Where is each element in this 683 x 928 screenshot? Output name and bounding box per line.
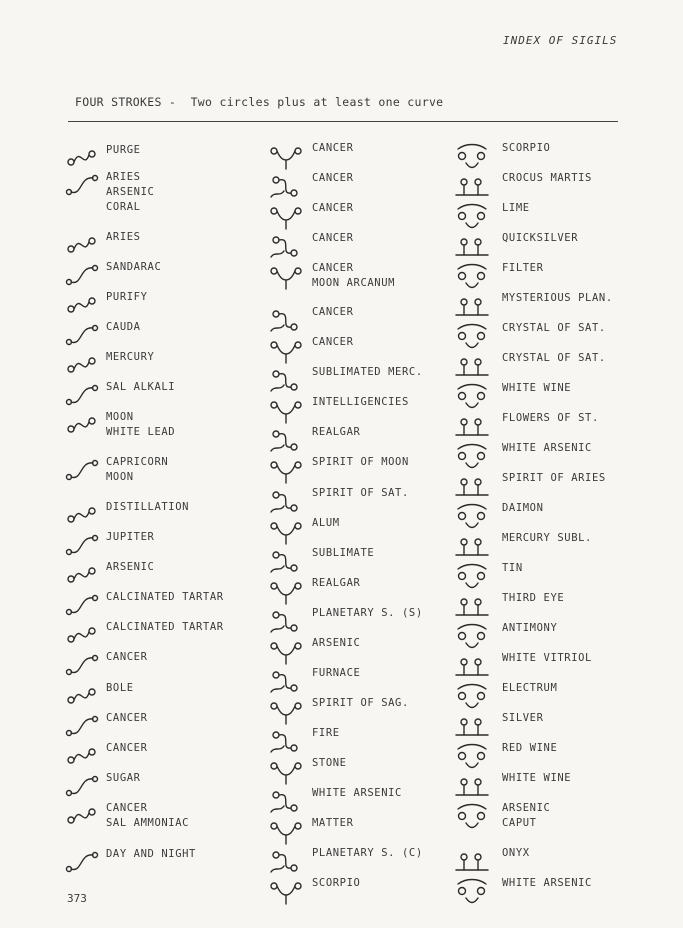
white-vitriol-sigil-icon: [452, 651, 492, 681]
entry-label: [312, 455, 409, 470]
entry-label: [502, 171, 592, 186]
entry-label: [312, 231, 354, 246]
heading-rule: [68, 121, 618, 122]
entry-label: [502, 381, 571, 396]
entry-label-line: FLOWERS OF ST.: [502, 412, 599, 424]
entry-label-line: SUBLIMATE: [312, 547, 375, 559]
entry-label: [312, 876, 360, 891]
arsenic-sigil-icon: [62, 560, 102, 590]
entry-label-line: SCORPIO: [312, 877, 361, 889]
entry-label: [106, 590, 224, 605]
entry-label-line: WHITE WINE: [502, 382, 572, 394]
entry-label: [312, 305, 354, 320]
jupiter-sigil-icon: [62, 530, 102, 560]
cancer-sigil-icon: [62, 650, 102, 680]
entry-label-line: CANCER: [312, 336, 354, 348]
entry-label-line: MOON: [106, 471, 134, 483]
mysterious-plan-sigil-icon: [452, 291, 492, 321]
entry-label-line: WHITE LEAD: [106, 426, 176, 438]
entry-label: [106, 455, 168, 485]
crystal-of-saturn-sigil-icon: [452, 321, 492, 351]
entry-label: [106, 260, 161, 275]
cancer-sigil-icon: [266, 201, 306, 231]
realgar-sigil-icon: [266, 576, 306, 606]
entry-label-line: THIRD EYE: [502, 592, 565, 604]
entry-label-line: MERCURY SUBL.: [502, 532, 592, 544]
mercury-sublimate-sigil-icon: [452, 531, 492, 561]
entry-label-line: CANCER: [106, 712, 148, 724]
entry-label: [106, 290, 148, 305]
entry-label: [106, 320, 141, 335]
entry-label: [502, 591, 564, 606]
entry-label: [502, 681, 557, 696]
purge-sigil-icon: [62, 143, 102, 173]
entry-label-line: CANCER: [312, 202, 354, 214]
entry-label: [312, 846, 423, 861]
entry-label-line: PLANETARY S. (S): [312, 607, 423, 619]
entry-label-line: SPIRIT OF MOON: [312, 456, 409, 468]
entry-label: [502, 711, 544, 726]
white-wine-sigil-icon: [452, 381, 492, 411]
entry-label: [312, 335, 354, 350]
scorpio-sigil-icon: [266, 876, 306, 906]
entry-label-line: INTELLIGENCIES: [312, 396, 409, 408]
entry-label: [106, 230, 141, 245]
white-arsenic-sigil-icon: [452, 441, 492, 471]
entry-label-line: ARIES: [106, 171, 141, 183]
entry-label-line: SCORPIO: [502, 142, 551, 154]
entry-label: [312, 141, 354, 156]
entry-label-line: REALGAR: [312, 426, 361, 438]
entry-label: [312, 201, 354, 216]
entry-label: [502, 441, 592, 456]
calcinated-tartar-sigil-icon: [62, 620, 102, 650]
cancer-sigil-icon: [266, 141, 306, 171]
day-and-night-sigil-icon: [62, 847, 102, 877]
entry-label-line: LIME: [502, 202, 530, 214]
calcinated-tartar-sigil-icon: [62, 590, 102, 620]
entry-label-line: TIN: [502, 562, 523, 574]
capricorn-sigil-icon: [62, 455, 102, 485]
entry-label-line: SPIRIT OF SAG.: [312, 697, 409, 709]
entry-label-line: ARSENIC: [106, 561, 155, 573]
entry-label-line: ARIES: [106, 231, 141, 243]
entry-label-line: CANCER: [312, 172, 354, 184]
flowers-of-st-sigil-icon: [452, 411, 492, 441]
entry-label: [502, 291, 613, 306]
entry-label-line: CAPUT: [502, 817, 537, 829]
distillation-sigil-icon: [62, 500, 102, 530]
entry-label-line: SPIRIT OF SAT.: [312, 487, 409, 499]
entry-label-line: MYSTERIOUS PLAN.: [502, 292, 613, 304]
entry-label: [106, 143, 141, 158]
entry-label-line: FIRE: [312, 727, 340, 739]
entry-label: [502, 801, 550, 831]
entry-label-line: CROCUS MARTIS: [502, 172, 592, 184]
cancer-sigil-icon: [62, 711, 102, 741]
entry-label: [312, 786, 402, 801]
entry-label-line: JUPITER: [106, 531, 155, 543]
entry-label-line: SAL ALKALI: [106, 381, 176, 393]
entry-label-line: ARSENIC: [106, 186, 155, 198]
entry-label: [502, 201, 530, 216]
cancer-sigil-icon: [266, 335, 306, 365]
entry-label: [106, 711, 148, 726]
entry-label: [502, 501, 544, 516]
entry-label: [106, 801, 189, 831]
white-arsenic-sigil-icon: [452, 876, 492, 906]
cancer-sigil-icon: [266, 305, 306, 335]
section-heading: FOUR STROKES - Two circles plus at least one curve: [75, 95, 444, 109]
entry-label: [106, 410, 175, 440]
spirit-of-saturn-sigil-icon: [266, 486, 306, 516]
entry-label-line: ARSENIC: [502, 802, 551, 814]
entry-label: [312, 666, 360, 681]
filter-sigil-icon: [452, 261, 492, 291]
entry-label: [106, 560, 154, 575]
white-wine-sigil-icon: [452, 771, 492, 801]
sandarac-sigil-icon: [62, 260, 102, 290]
entry-label-line: CANCER: [106, 742, 148, 754]
entry-label-line: REALGAR: [312, 577, 361, 589]
entry-label: [502, 651, 592, 666]
alum-sigil-icon: [266, 516, 306, 546]
entry-label: [106, 620, 224, 635]
bole-sigil-icon: [62, 681, 102, 711]
entry-label: [106, 500, 189, 515]
entry-label: [502, 321, 606, 336]
entry-label-line: ALUM: [312, 517, 340, 529]
entry-label: [502, 621, 557, 636]
entry-label-line: CAPRICORN: [106, 456, 169, 468]
aries-sigil-icon: [62, 170, 102, 200]
entry-label: [502, 846, 530, 861]
entry-label-line: QUICKSILVER: [502, 232, 579, 244]
entry-label-line: ANTIMONY: [502, 622, 558, 634]
entry-label-line: BOLE: [106, 682, 134, 694]
entry-label: [312, 365, 423, 380]
entry-label: [312, 546, 374, 561]
sublimated-mercury-sigil-icon: [266, 365, 306, 395]
crocus-martis-sigil-icon: [452, 171, 492, 201]
entry-label-line: CANCER: [312, 232, 354, 244]
entry-label: [312, 395, 409, 410]
entry-label: [312, 726, 340, 741]
spirit-of-aries-sigil-icon: [452, 471, 492, 501]
quicksilver-sigil-icon: [452, 231, 492, 261]
entry-label: [106, 350, 154, 365]
entry-label-line: RED WINE: [502, 742, 558, 754]
tin-sigil-icon: [452, 561, 492, 591]
entry-label: [312, 171, 354, 186]
entry-label-line: WHITE ARSENIC: [312, 787, 402, 799]
entry-label-line: PLANETARY S. (C): [312, 847, 423, 859]
spirit-of-sagittarius-sigil-icon: [266, 696, 306, 726]
entry-label-line: CRYSTAL OF SAT.: [502, 352, 606, 364]
arsenic-sigil-icon: [266, 636, 306, 666]
entry-label-line: CANCER: [106, 651, 148, 663]
entry-label-line: DAY AND NIGHT: [106, 848, 196, 860]
entry-label: [106, 847, 196, 862]
entry-label-line: MOON ARCANUM: [312, 277, 396, 289]
silver-sigil-icon: [452, 711, 492, 741]
entry-label: [106, 681, 134, 696]
entry-label-line: MOON: [106, 411, 134, 423]
entry-label-line: MATTER: [312, 817, 354, 829]
entry-label-line: CANCER: [312, 262, 354, 274]
cancer-sigil-icon: [62, 801, 102, 831]
entry-label: [312, 576, 360, 591]
entry-label-line: CANCER: [312, 142, 354, 154]
entry-label-line: WHITE VITRIOL: [502, 652, 592, 664]
entry-label: [502, 876, 592, 891]
sugar-sigil-icon: [62, 771, 102, 801]
entry-label: [312, 425, 360, 440]
entry-label-line: ELECTRUM: [502, 682, 558, 694]
moon-sigil-icon: [62, 410, 102, 440]
onyx-sigil-icon: [452, 846, 492, 876]
entry-label: [502, 411, 599, 426]
lime-sigil-icon: [452, 201, 492, 231]
entry-label-line: CANCER: [312, 306, 354, 318]
entry-label: [502, 531, 592, 546]
entry-label-line: FURNACE: [312, 667, 361, 679]
entry-label: [312, 261, 395, 291]
purify-sigil-icon: [62, 290, 102, 320]
entry-label: [502, 471, 606, 486]
entry-label-line: WHITE WINE: [502, 772, 572, 784]
cancer-sigil-icon: [266, 261, 306, 291]
entry-label: [106, 771, 141, 786]
antimony-sigil-icon: [452, 621, 492, 651]
entry-label: [312, 486, 409, 501]
aries-sigil-icon: [62, 230, 102, 260]
entry-label-line: SILVER: [502, 712, 544, 724]
page-number: 373: [67, 892, 87, 905]
entry-label-line: WHITE ARSENIC: [502, 877, 592, 889]
entry-label-line: CAUDA: [106, 321, 141, 333]
entry-label-line: PURGE: [106, 144, 141, 156]
daimon-sigil-icon: [452, 501, 492, 531]
cauda-sigil-icon: [62, 320, 102, 350]
entry-label-line: DAIMON: [502, 502, 544, 514]
sal-alkali-sigil-icon: [62, 380, 102, 410]
entry-label-line: STONE: [312, 757, 347, 769]
entry-label-line: CALCINATED TARTAR: [106, 621, 224, 633]
third-eye-sigil-icon: [452, 591, 492, 621]
electrum-sigil-icon: [452, 681, 492, 711]
red-wine-sigil-icon: [452, 741, 492, 771]
white-arsenic-sigil-icon: [266, 786, 306, 816]
entry-label-line: WHITE ARSENIC: [502, 442, 592, 454]
matter-sigil-icon: [266, 816, 306, 846]
entry-label-line: MERCURY: [106, 351, 155, 363]
planetary-s-sigil-icon: [266, 606, 306, 636]
entry-label-line: CALCINATED TARTAR: [106, 591, 224, 603]
realgar-sigil-icon: [266, 425, 306, 455]
entry-label: [312, 756, 347, 771]
entry-label-line: CANCER: [106, 802, 148, 814]
stone-sigil-icon: [266, 756, 306, 786]
entry-label-line: SUBLIMATED MERC.: [312, 366, 423, 378]
cancer-sigil-icon: [266, 171, 306, 201]
cancer-sigil-icon: [266, 231, 306, 261]
entry-label: [502, 231, 578, 246]
planetary-c-sigil-icon: [266, 846, 306, 876]
furnace-sigil-icon: [266, 666, 306, 696]
entry-label: [502, 561, 523, 576]
entry-label: [312, 696, 409, 711]
entry-label: [502, 771, 571, 786]
scorpio-sigil-icon: [452, 141, 492, 171]
entry-label-line: SUGAR: [106, 772, 141, 784]
entry-label-line: DISTILLATION: [106, 501, 190, 513]
entry-label-line: SAL AMMONIAC: [106, 817, 190, 829]
spirit-of-moon-sigil-icon: [266, 455, 306, 485]
entry-label: [502, 261, 544, 276]
mercury-sigil-icon: [62, 350, 102, 380]
entry-label: [106, 530, 154, 545]
entry-label-line: CRYSTAL OF SAT.: [502, 322, 606, 334]
intelligencies-sigil-icon: [266, 395, 306, 425]
entry-label: [106, 650, 148, 665]
entry-label: [502, 141, 550, 156]
entry-label-line: SPIRIT OF ARIES: [502, 472, 606, 484]
sublimate-sigil-icon: [266, 546, 306, 576]
entry-label-line: FILTER: [502, 262, 544, 274]
entry-label: [312, 606, 423, 621]
cancer-sigil-icon: [62, 741, 102, 771]
entry-label-line: CORAL: [106, 201, 141, 213]
entry-label: [502, 741, 557, 756]
entry-label: [106, 741, 148, 756]
entry-label: [312, 516, 340, 531]
arsenic-caput-sigil-icon: [452, 801, 492, 831]
entry-label: [106, 170, 154, 215]
entry-label: [106, 380, 175, 395]
running-head: INDEX OF SIGILS: [503, 34, 618, 47]
entry-label-line: ONYX: [502, 847, 530, 859]
fire-sigil-icon: [266, 726, 306, 756]
entry-label: [312, 636, 360, 651]
entry-label: [312, 816, 354, 831]
crystal-of-saturn-sigil-icon: [452, 351, 492, 381]
entry-label-line: PURIFY: [106, 291, 148, 303]
entry-label-line: SANDARAC: [106, 261, 162, 273]
entry-label: [502, 351, 606, 366]
entry-label-line: ARSENIC: [312, 637, 361, 649]
